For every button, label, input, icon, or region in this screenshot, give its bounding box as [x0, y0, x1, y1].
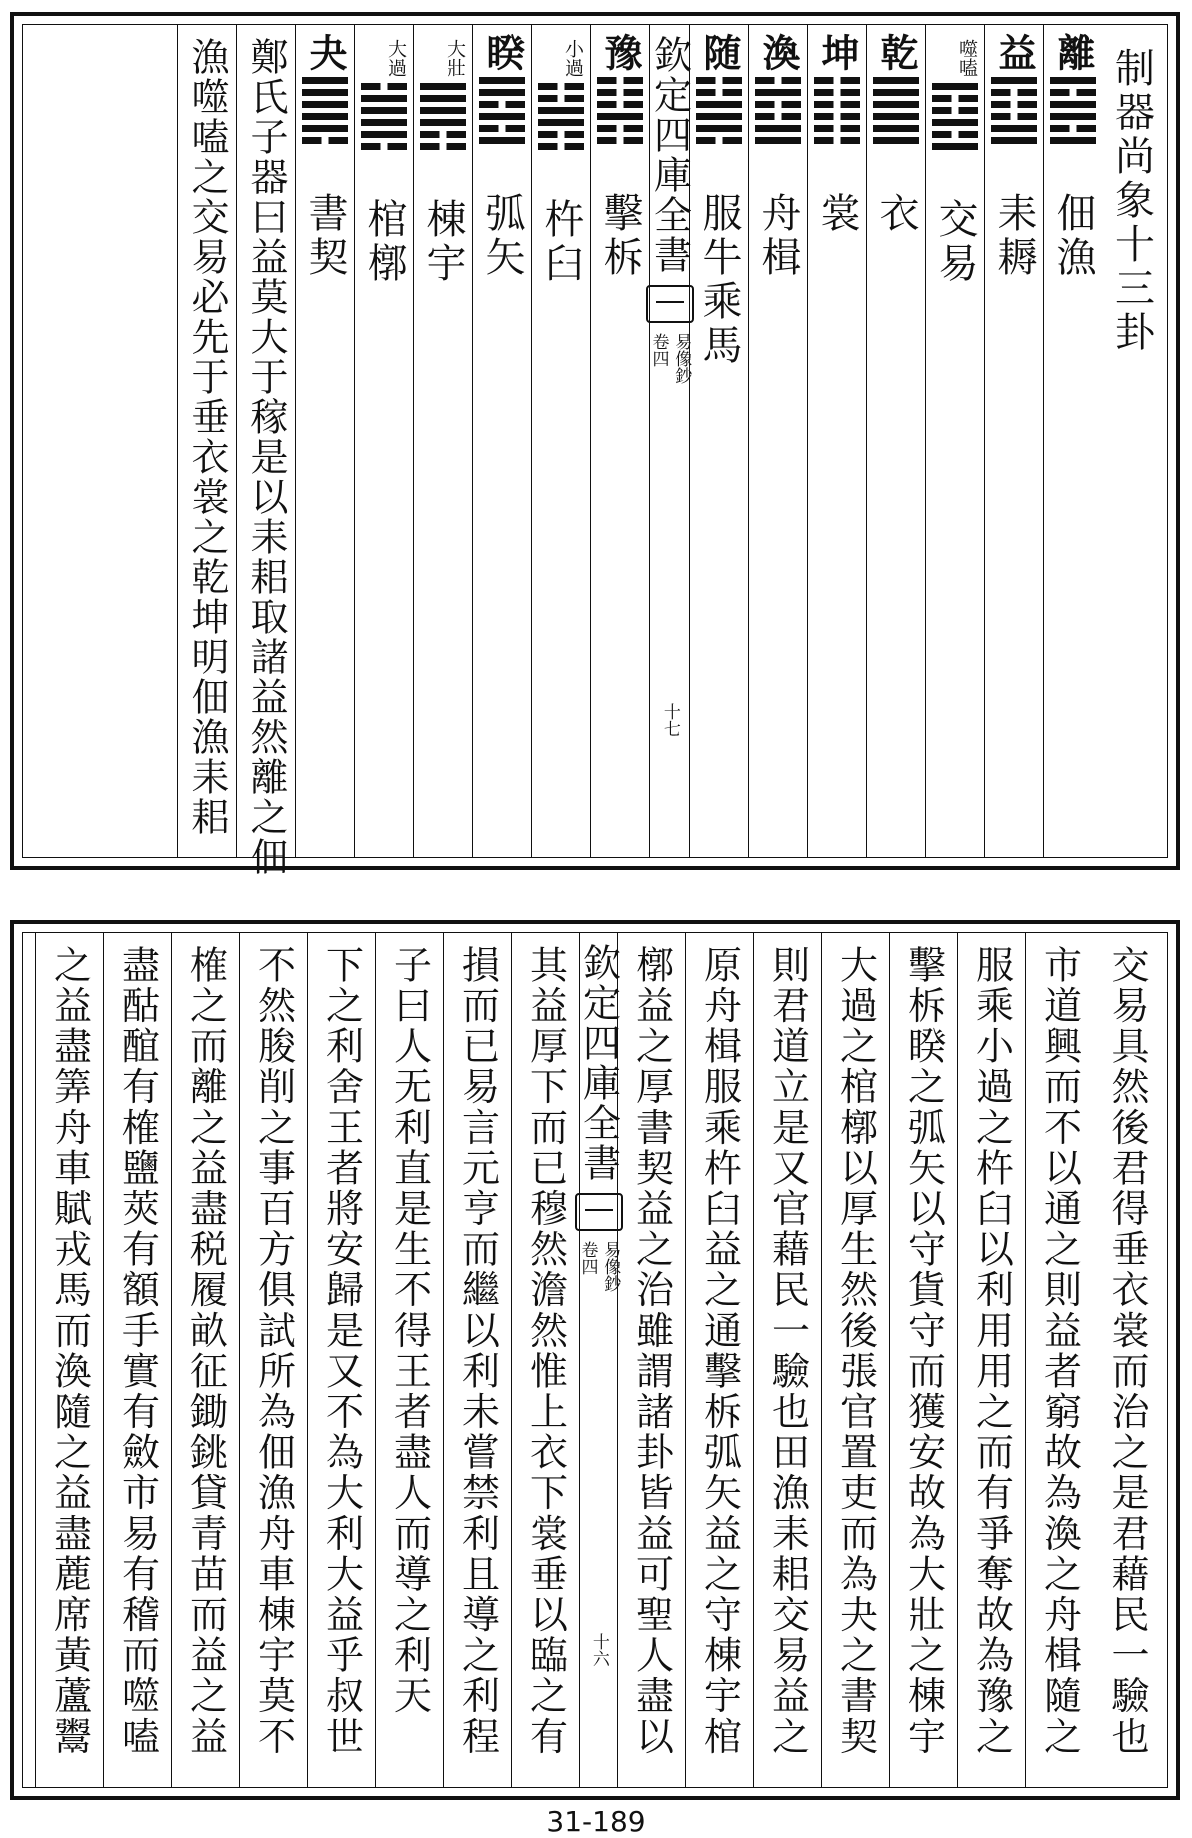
top-page-frame [22, 24, 1168, 877]
text-column [957, 933, 1025, 1787]
text-column [821, 933, 889, 1787]
implement-label: 擊柝 [597, 192, 643, 280]
text-column [375, 933, 443, 1787]
center-margin-column [576, 933, 621, 1787]
hexagram-name: 渙 [756, 33, 801, 71]
yang-line [361, 119, 407, 126]
yang-line [361, 107, 407, 114]
hexagram-name: 睽 [480, 33, 525, 71]
implement-label: 棺槨 [361, 198, 407, 286]
yin-line [597, 77, 643, 84]
hexagram-symbol [814, 77, 860, 144]
commentary-column [177, 25, 236, 857]
body-text: 不然朘削之事百方俱試所為佃漁舟車棟宇莫不 [251, 945, 296, 1757]
top-page-panel [10, 12, 1180, 877]
yin-line [814, 137, 860, 144]
yin-line [361, 83, 407, 90]
hexagram-header [420, 77, 466, 150]
fish-tail-mark [575, 1193, 623, 1231]
yang-line [932, 119, 978, 126]
hexagram-symbol [302, 77, 348, 144]
yang-line [1050, 101, 1096, 108]
page-number-footer: 31-189 [546, 1805, 646, 1838]
yin-line [814, 125, 860, 132]
hexagram-header [755, 33, 801, 144]
yang-line [873, 113, 919, 120]
hexagram-header [361, 77, 407, 150]
yang-line [361, 95, 407, 102]
yang-line [991, 77, 1037, 84]
hexagram-column [689, 25, 748, 857]
yin-line [597, 137, 643, 144]
hexagram-column [354, 25, 413, 857]
yin-line [991, 101, 1037, 108]
fish-tail-mark [646, 285, 694, 323]
yin-line [302, 137, 348, 144]
yang-line [873, 137, 919, 144]
yin-line [538, 131, 584, 138]
yin-line [597, 89, 643, 96]
bottom-page-panel [10, 920, 1180, 1800]
yin-line [814, 89, 860, 96]
yang-line [302, 125, 348, 132]
yin-line [696, 89, 742, 96]
hexagram-name: 坤 [815, 33, 860, 71]
hexagram-name-small: 噬嗑 [956, 39, 978, 77]
text-column [685, 933, 753, 1787]
yin-line [814, 113, 860, 120]
yang-line [1050, 113, 1096, 120]
implement-label: 服牛乘馬 [696, 192, 742, 368]
hexagram-column [1043, 25, 1102, 857]
hexagram-column [984, 25, 1043, 857]
volume-label: 卷四 [577, 1241, 598, 1275]
hexagram-header [597, 33, 643, 144]
yang-line [538, 119, 584, 126]
yang-line [479, 89, 525, 96]
yin-line [479, 125, 525, 132]
text-column [35, 933, 103, 1787]
yang-line [420, 83, 466, 90]
yin-line [814, 77, 860, 84]
yin-line [932, 107, 978, 114]
hexagram-symbol [991, 77, 1037, 144]
yin-line [479, 101, 525, 108]
hexagram-symbol [873, 77, 919, 144]
hexagram-name-small: 小過 [562, 39, 584, 77]
yin-line [696, 77, 742, 84]
yin-line [420, 143, 466, 150]
hexagram-column [748, 25, 807, 857]
yin-line [932, 131, 978, 138]
hexagram-name: 随 [697, 33, 742, 71]
hexagram-symbol [1050, 77, 1096, 144]
yin-line [991, 89, 1037, 96]
yang-line [597, 113, 643, 120]
yin-line [538, 95, 584, 102]
yang-line [538, 107, 584, 114]
hexagram-symbol [696, 77, 742, 144]
text-column [617, 933, 685, 1787]
yang-line [873, 89, 919, 96]
yin-line [597, 125, 643, 132]
yang-line [1050, 137, 1096, 144]
body-text: 原舟楫服乘杵臼益之通擊柝弧矢益之守棟宇棺 [697, 945, 742, 1757]
yin-line [1050, 125, 1096, 132]
yin-line [1050, 89, 1096, 96]
yang-line [755, 137, 801, 144]
implement-label: 弧矢 [479, 192, 525, 280]
hexagram-symbol [420, 83, 466, 150]
yang-line [755, 89, 801, 96]
yin-line [991, 113, 1037, 120]
body-text: 市道興而不以通之則益者窮故為渙之舟楫隨之 [1037, 945, 1082, 1757]
body-text: 擊柝睽之弧矢以守貨守而獲安故為大壯之棟宇 [901, 945, 946, 1757]
hexagram-header [538, 77, 584, 150]
body-text: 之益盡筭舟車賦戎馬而渙隨之益盡蔍席黃蘆鬻 [47, 945, 92, 1757]
folio-number: 十六 [588, 1633, 609, 1667]
text-column [171, 933, 239, 1787]
hexagram-header [479, 33, 525, 144]
hexagram-symbol [755, 77, 801, 144]
implement-label: 交易 [932, 198, 978, 286]
body-text: 槨益之厚書契益之治雖謂諸卦皆益可聖人盡以 [629, 945, 674, 1757]
commentary-text: 鄭氏子器曰益莫大于稼是以耒耜取諸益然離之佃 [244, 37, 288, 877]
hexagram-name-small: 大過 [385, 39, 407, 77]
hexagram-column [295, 25, 354, 857]
folio-number: 十七 [659, 703, 680, 737]
body-text: 下之利舍王者將安歸是又不為大利大益乎叔世 [319, 945, 364, 1757]
hexagram-header [932, 77, 978, 150]
hexagram-name: 夬 [303, 33, 348, 71]
yang-line [302, 101, 348, 108]
title-column [1102, 25, 1161, 857]
yang-line [932, 83, 978, 90]
implement-label: 棟宇 [420, 198, 466, 286]
yin-line [538, 143, 584, 150]
yang-line [696, 101, 742, 108]
yin-line [696, 137, 742, 144]
body-text: 則君道立是又官藉民一驗也田漁耒耜交易益之 [765, 945, 810, 1757]
hexagram-column [590, 25, 649, 857]
text-column [239, 933, 307, 1787]
yang-line [479, 113, 525, 120]
hexagram-header [302, 33, 348, 144]
text-column [889, 933, 957, 1787]
body-text: 服乘小過之杵臼以利用用之而有爭奪故為豫之 [969, 945, 1014, 1757]
yang-line [991, 137, 1037, 144]
yin-line [538, 83, 584, 90]
text-column [103, 933, 171, 1787]
yang-line [361, 131, 407, 138]
commentary-column [236, 25, 295, 877]
hexagram-column [531, 25, 590, 857]
hexagram-header [814, 33, 860, 144]
hexagram-name: 乾 [874, 33, 919, 71]
hexagram-column [472, 25, 531, 857]
hexagram-symbol [932, 83, 978, 150]
yang-line [479, 137, 525, 144]
volume-label: 卷四 [648, 333, 669, 367]
section-title: 制器尚象十三卦 [1108, 47, 1155, 355]
implement-label: 書契 [302, 192, 348, 280]
yang-line [932, 143, 978, 150]
body-text: 大過之棺槨以厚生然後張官置吏而為夬之書契 [833, 945, 878, 1757]
text-column [1093, 933, 1161, 1787]
yin-line [755, 77, 801, 84]
body-text: 盡酤䣾有榷鹽莢有額手實有斂市易有稽而噬嗑 [115, 945, 160, 1757]
hexagram-header [873, 33, 919, 144]
hexagram-header [991, 33, 1037, 144]
body-text: 其益厚下而已穆然澹然惟上衣下裳垂以臨之有 [523, 945, 568, 1757]
implement-label: 佃漁 [1050, 192, 1096, 280]
bottom-page-frame [22, 932, 1168, 1788]
yang-line [420, 95, 466, 102]
yang-line [420, 119, 466, 126]
hexagram-symbol [361, 83, 407, 150]
implement-label: 裳 [814, 192, 860, 236]
text-column [307, 933, 375, 1787]
book-title: 易像鈔 [671, 333, 692, 384]
yin-line [932, 95, 978, 102]
hexagram-column [413, 25, 472, 857]
book-title: 易像鈔 [600, 1241, 621, 1292]
hexagram-name: 益 [992, 33, 1037, 71]
yang-line [302, 113, 348, 120]
hexagram-header [1050, 33, 1096, 144]
yang-line [302, 77, 348, 84]
yang-line [302, 89, 348, 96]
text-column [511, 933, 579, 1787]
hexagram-symbol [479, 77, 525, 144]
yin-line [814, 101, 860, 108]
yang-line [420, 107, 466, 114]
body-text: 交易具然後君得垂衣裳而治之是君藉民一驗也 [1105, 945, 1149, 1757]
body-text: 子曰人无利直是生不得王者盡人而導之利天 [387, 945, 432, 1717]
hexagram-name-small: 大壯 [444, 39, 466, 77]
implement-label: 杵臼 [538, 198, 584, 286]
hexagram-column [807, 25, 866, 857]
yang-line [991, 125, 1037, 132]
implement-label: 舟楫 [755, 192, 801, 280]
yang-line [1050, 77, 1096, 84]
yang-line [479, 77, 525, 84]
yin-line [420, 131, 466, 138]
hexagram-header [696, 33, 742, 144]
yang-line [696, 125, 742, 132]
collection-title: 欽定四庫全書 [647, 35, 692, 275]
commentary-text: 漁噬嗑之交易必先于垂衣裳之乾坤明佃漁耒耜 [185, 37, 229, 837]
hexagram-column [866, 25, 925, 857]
text-column [753, 933, 821, 1787]
body-text: 榷之而離之益盡税履畝征鋤銚貸青苗而益之益 [183, 945, 228, 1757]
implement-label: 衣 [873, 192, 919, 236]
yang-line [755, 125, 801, 132]
yang-line [873, 125, 919, 132]
yang-line [873, 101, 919, 108]
collection-title: 欽定四庫全書 [576, 943, 621, 1183]
yin-line [755, 101, 801, 108]
hexagram-symbol [538, 83, 584, 150]
yin-line [597, 101, 643, 108]
text-column [1025, 933, 1093, 1787]
yang-line [696, 113, 742, 120]
implement-label: 耒耨 [991, 192, 1037, 280]
hexagram-name: 離 [1051, 33, 1096, 71]
yin-line [755, 113, 801, 120]
center-margin-column [647, 25, 692, 857]
hexagram-symbol [597, 77, 643, 144]
body-text: 損而已易言元亨而繼以利未嘗禁利且導之利程 [455, 945, 500, 1757]
text-column [443, 933, 511, 1787]
yang-line [873, 77, 919, 84]
hexagram-name: 豫 [598, 33, 643, 71]
yin-line [361, 143, 407, 150]
hexagram-column [925, 25, 984, 857]
